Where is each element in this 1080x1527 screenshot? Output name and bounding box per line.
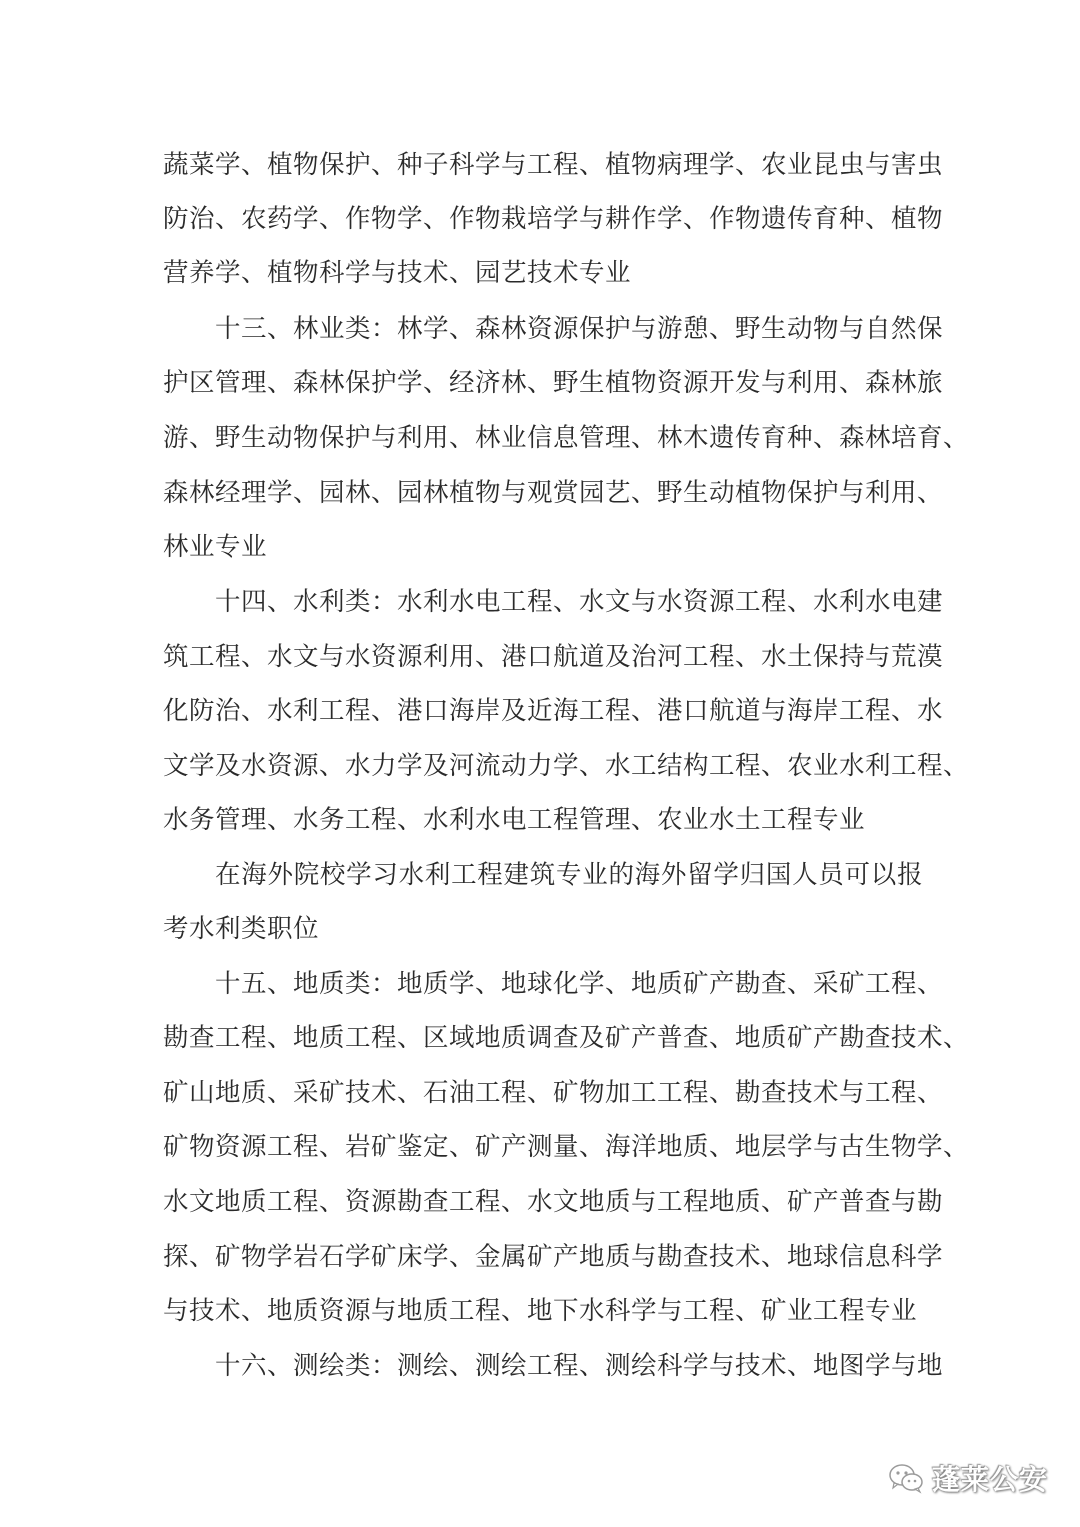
text-line-22: 与技术、地质资源与地质工程、地下水科学与工程、矿业工程专业 bbox=[163, 1296, 918, 1326]
text-line-1: 蔬菜学、植物保护、种子科学与工程、植物病理学、农业昆虫与害虫 bbox=[163, 150, 944, 180]
text-line-4: 十三、林业类：林学、森林资源保护与游憩、野生动物与自然保 bbox=[215, 314, 944, 344]
wechat-icon bbox=[888, 1462, 924, 1494]
text-line-13: 水务管理、水务工程、水利水电工程管理、农业水土工程专业 bbox=[163, 805, 866, 835]
text-line-12: 文学及水资源、水力学及河流动力学、水工结构工程、农业水利工程、 bbox=[163, 751, 970, 781]
text-line-23: 十六、测绘类：测绘、测绘工程、测绘科学与技术、地图学与地 bbox=[215, 1351, 944, 1381]
text-line-10: 筑工程、水文与水资源利用、港口航道及治河工程、水土保持与荒漠 bbox=[163, 642, 944, 672]
text-line-3: 营养学、植物科学与技术、园艺技术专业 bbox=[163, 258, 632, 288]
text-line-8: 林业专业 bbox=[163, 532, 268, 562]
text-line-9: 十四、水利类：水利水电工程、水文与水资源工程、水利水电建 bbox=[215, 587, 944, 617]
text-line-2: 防治、农药学、作物学、作物栽培学与耕作学、作物遗传育种、植物 bbox=[163, 204, 944, 234]
text-line-19: 矿物资源工程、岩矿鉴定、矿产测量、海洋地质、地层学与古生物学、 bbox=[163, 1132, 970, 1162]
text-line-17: 勘查工程、地质工程、区域地质调查及矿产普查、地质矿产勘查技术、 bbox=[163, 1023, 970, 1053]
text-line-16: 十五、地质类：地质学、地球化学、地质矿产勘查、采矿工程、 bbox=[215, 969, 944, 999]
watermark bbox=[888, 1458, 1058, 1498]
text-line-6: 游、野生动物保护与利用、林业信息管理、林木遗传育种、森林培育、 bbox=[163, 423, 970, 453]
text-line-5: 护区管理、森林保护学、经济林、野生植物资源开发与利用、森林旅 bbox=[163, 368, 944, 398]
text-line-20: 水文地质工程、资源勘查工程、水文地质与工程地质、矿产普查与勘 bbox=[163, 1187, 944, 1217]
text-line-21: 探、矿物学岩石学矿床学、金属矿产地质与勘查技术、地球信息科学 bbox=[163, 1242, 944, 1272]
text-line-15: 考水利类职位 bbox=[163, 914, 320, 944]
text-line-18: 矿山地质、采矿技术、石油工程、矿物加工工程、勘查技术与工程、 bbox=[163, 1078, 944, 1108]
text-line-14: 在海外院校学习水利工程建筑专业的海外留学归国人员可以报 bbox=[215, 860, 923, 890]
text-line-7: 森林经理学、园林、园林植物与观赏园艺、野生动植物保护与利用、 bbox=[163, 478, 944, 508]
text-line-11: 化防治、水利工程、港口海岸及近海工程、港口航道与海岸工程、水 bbox=[163, 696, 944, 726]
watermark-text: 蓬莱公安 bbox=[932, 1463, 1049, 1496]
